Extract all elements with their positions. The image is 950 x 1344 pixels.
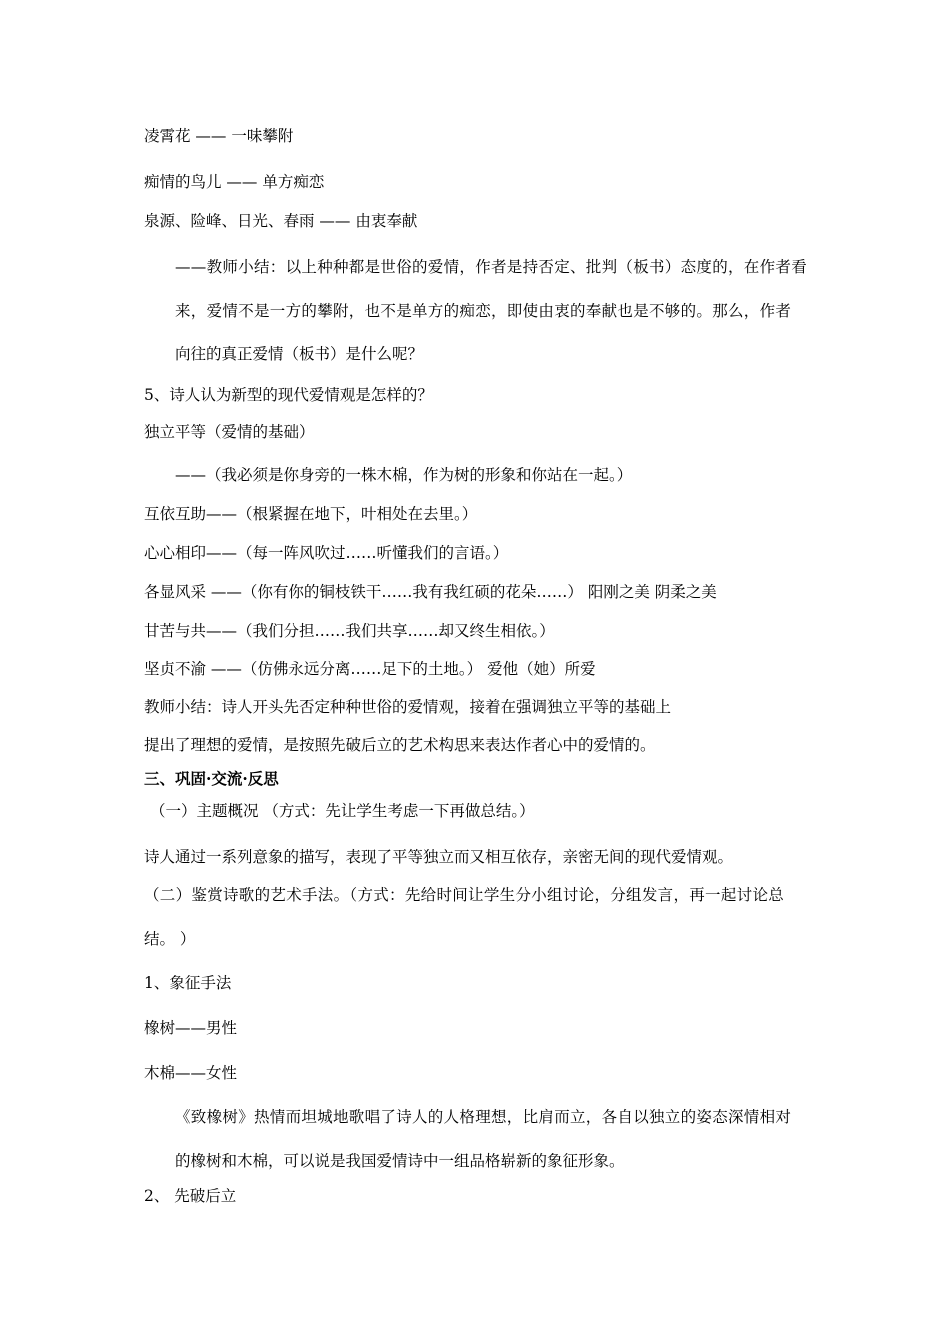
text-line: 心心相印——（每一阵风吹过……听懂我们的言语。） bbox=[144, 544, 509, 562]
subsection-heading: 1、象征手法 bbox=[144, 974, 232, 992]
text-line: 木棉——女性 bbox=[144, 1064, 238, 1082]
subsection-heading: 2、 先破后立 bbox=[144, 1187, 237, 1205]
text-line: 独立平等（爱情的基础） bbox=[144, 423, 315, 441]
teacher-summary-line: ——教师小结：以上种种都是世俗的爱情，作者是持否定、批判（板书）态度的，在作者看 bbox=[175, 258, 808, 276]
text-line: 互依互助——（根紧握在地下，叶相处在去里。） bbox=[144, 505, 478, 523]
teacher-summary-line: 来，爱情不是一方的攀附，也不是单方的痴恋，即使由衷的奉献也是不够的。那么，作者 bbox=[175, 302, 792, 320]
text-line: 的橡树和木棉，可以说是我国爱情诗中一组品格崭新的象征形象。 bbox=[175, 1152, 625, 1170]
text-line: 痴情的鸟儿 —— 单方痴恋 bbox=[144, 173, 325, 191]
teacher-summary: 教师小结：诗人开头先否定种种世俗的爱情观，接着在强调独立平等的基础上 bbox=[144, 698, 672, 716]
quote-line: ——（我必须是你身旁的一株木棉，作为树的形象和你站在一起。） bbox=[175, 466, 633, 484]
text-line: 各显风采 ——（你有你的铜枝铁干……我有我红硕的花朵……） 阳刚之美 阴柔之美 bbox=[144, 583, 717, 601]
subsection-heading: （一）主题概况 （方式：先让学生考虑一下再做总结。） bbox=[150, 802, 535, 820]
text-line: 泉源、险峰、日光、春雨 —— 由衷奉献 bbox=[144, 212, 418, 230]
teacher-summary: 提出了理想的爱情，是按照先破后立的艺术构思来表达作者心中的爱情的。 bbox=[144, 736, 656, 754]
text-line: 结。 ） bbox=[144, 930, 196, 948]
text-line: 甘苦与共——（我们分担……我们共享……却又终生相依。） bbox=[144, 622, 555, 640]
section-heading: 三、巩固·交流·反思 bbox=[144, 769, 279, 788]
text-line: 诗人通过一系列意象的描写，表现了平等独立而又相互依存，亲密无间的现代爱情观。 bbox=[144, 848, 734, 866]
text-line: 《致橡树》热情而坦城地歌唱了诗人的人格理想，比肩而立，各自以独立的姿态深情相对 bbox=[175, 1108, 792, 1126]
text-line: 橡树——男性 bbox=[144, 1019, 238, 1037]
subsection-heading: （二）鉴赏诗歌的艺术手法。（方式：先给时间让学生分小组讨论，分组发言，再一起讨论总 bbox=[144, 886, 785, 904]
question-heading: 5、诗人认为新型的现代爱情观是怎样的？ bbox=[144, 386, 433, 404]
teacher-summary-line: 向往的真正爱情（板书）是什么呢？ bbox=[175, 345, 424, 363]
text-line: 凌霄花 —— 一味攀附 bbox=[144, 127, 294, 145]
text-line: 坚贞不渝 ——（仿佛永远分离……足下的土地。） 爱他（她）所爱 bbox=[144, 660, 596, 678]
